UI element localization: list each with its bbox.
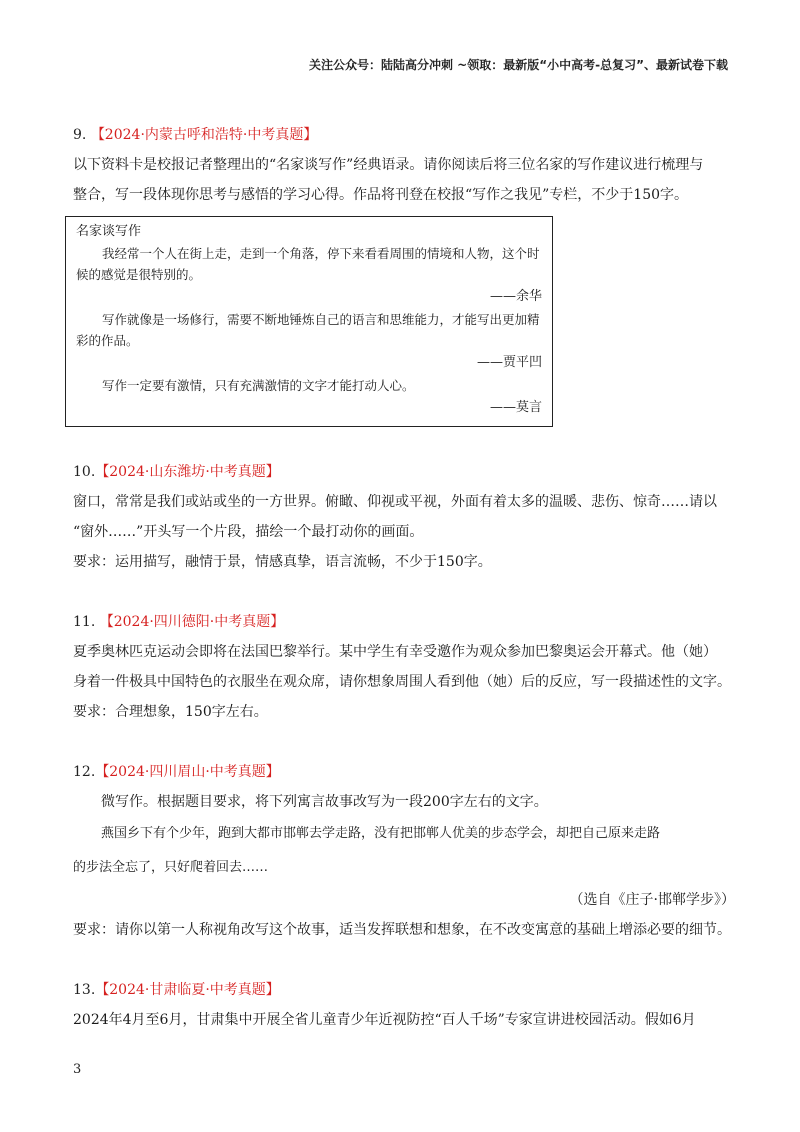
question-text: “窗外……”开头写一个片段，描绘一个最打动你的画面。 <box>73 524 424 540</box>
fable-text: 燕国乡下有个少年，跑到大都市邯郸去学走路，没有把邯郸人优美的步态学会，却把自己原来走路 <box>101 826 661 841</box>
fable-text: 的步法全忘了，只好爬着回去…… <box>73 860 269 875</box>
question-9 <box>73 120 735 427</box>
question-requirement: 要求：运用描写，融情于景，情感真挚，语言流畅，不少于150字。 <box>73 554 492 570</box>
question-10 <box>73 457 735 577</box>
page-number: 3 <box>73 1062 82 1077</box>
quote-text: 我经常一个人在街上走，走到一个角落，停下来看看周围的情境和人物，这个时候的感觉是很特别的。 <box>76 246 540 282</box>
question-requirement: 要求：请你以第一人称视角改写这个故事，适当发挥联想和想象，在不改变寓意的基础上增添必要的细节。 <box>73 922 731 938</box>
question-text: 2024年4月至6月，甘肃集中开展全省儿童青少年近视防控“百人千场”专家宣讲进校园活动。假如6月 <box>73 1012 696 1028</box>
question-number: 10. <box>73 464 96 480</box>
question-source-tag: 【2024·四川眉山·中考真题】 <box>95 764 280 780</box>
quote-author: ——贾平凹 <box>476 355 542 370</box>
question-source-tag: 【2024·四川德阳·中考真题】 <box>99 614 285 630</box>
question-text: 整合，写一段体现你思考与感悟的学习心得。作品将刊登在校报“写作之我见”专栏，不少于150字。 <box>73 187 689 203</box>
question-number: 9. <box>73 127 87 143</box>
question-source-tag: 【2024·山东潍坊·中考真题】 <box>95 464 280 480</box>
question-12 <box>73 757 735 945</box>
question-number: 13. <box>73 982 96 998</box>
question-requirement: 要求：合理想象，150字左右。 <box>73 704 268 720</box>
quote-text: 写作就像是一场修行，需要不断地锤炼自己的语言和思维能力，才能写出更加精彩的作品。 <box>76 312 540 348</box>
question-text: 身着一件极具中国特色的衣服坐在观众席，请你想象周围人看到他（她）后的反应，写一段描述性的文字。 <box>73 674 731 690</box>
fable-source: （选自《庄子·邯郸学步》） <box>569 892 735 908</box>
header-note: 关注公众号：陆陆高分冲刺 ~领取：最新版“小中高考-总复习”、最新试卷下载 <box>309 58 728 72</box>
question-13 <box>73 975 735 1035</box>
question-source-tag: 【2024·内蒙古呼和浩特·中考真题】 <box>90 127 318 143</box>
question-source-tag: 【2024·甘肃临夏·中考真题】 <box>95 982 280 998</box>
question-title <box>73 457 735 487</box>
quote-author: ——莫言 <box>489 400 542 415</box>
question-title <box>73 757 735 787</box>
quote-card-title: 名家谈写作 <box>76 224 142 239</box>
question-text: 夏季奥林匹克运动会即将在法国巴黎举行。某中学生有幸受邀作为观众参加巴黎奥运会开幕式。他（她） <box>73 644 717 660</box>
quote-card <box>65 216 553 427</box>
question-text: 微写作。根据题目要求，将下列寓言故事改写为一段200字左右的文字。 <box>101 794 548 810</box>
question-text: 以下资料卡是校报记者整理出的“名家谈写作”经典语录。请你阅读后将三位名家的写作建议进行梳理与 <box>73 157 704 173</box>
quote-author: ——余华 <box>489 289 542 304</box>
question-title <box>73 975 735 1005</box>
quote-text: 写作一定要有激情，只有充满激情的文字才能打动人心。 <box>102 378 415 393</box>
question-number: 11. <box>73 614 96 630</box>
question-11 <box>73 607 735 727</box>
question-text: 窗口，常常是我们或站或坐的一方世界。俯瞰、仰视或平视，外面有着太多的温暖、悲伤、惊奇……请以 <box>73 494 717 510</box>
question-number: 12. <box>73 764 96 780</box>
question-title <box>73 607 735 637</box>
question-title <box>73 120 735 150</box>
document-body <box>73 120 735 1035</box>
